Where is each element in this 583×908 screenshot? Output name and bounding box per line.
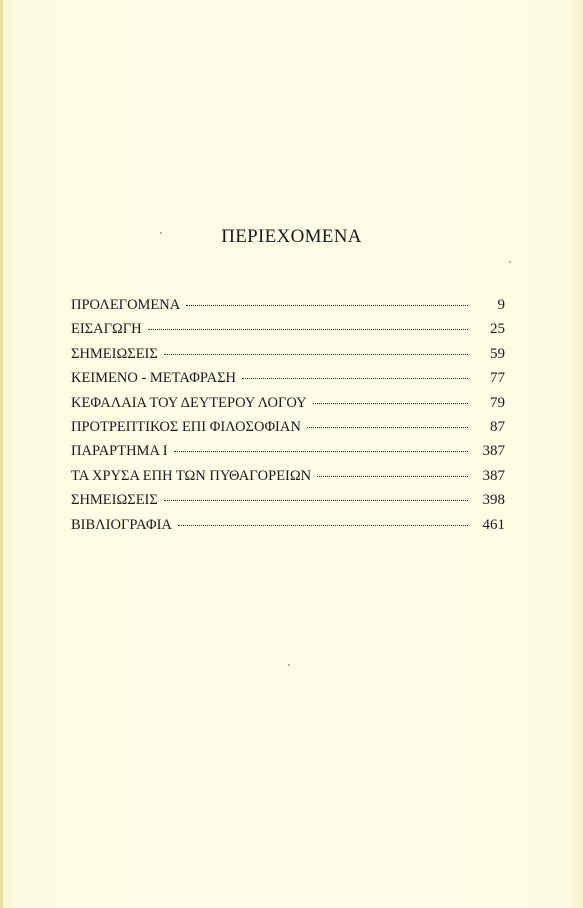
dot-leader (242, 378, 468, 379)
dot-leader (148, 329, 468, 330)
dot-leader (186, 305, 468, 306)
dot-leader (164, 354, 468, 355)
toc-entry-parartima (71, 443, 505, 467)
page-edge (0, 0, 3, 908)
toc-entry-eisagogi (71, 321, 505, 345)
dot-leader (178, 525, 468, 526)
toc-entry-chrysa-epi (71, 468, 505, 492)
toc-entry-title: ΠΑΡΑΡΤΗΜΑ Ι (71, 443, 168, 460)
toc-entry-page: 79 (490, 394, 505, 411)
table-of-contents (71, 297, 505, 541)
dot-leader (174, 451, 468, 452)
toc-entry-title: ΠΡΟΛΕΓΟΜΕΝΑ (71, 297, 181, 313)
toc-entry-title: ΕΙΣΑΓΩΓΗ (71, 321, 142, 338)
toc-entry-page: 77 (490, 370, 505, 387)
toc-entry-title: ΚΕΦΑΛΑΙΑ ΤΟΥ ΔΕΥΤΕΡΟΥ ΛΟΓΟΥ (71, 394, 307, 411)
toc-entry-page: 387 (482, 443, 505, 460)
toc-entry-page: 9 (497, 297, 505, 313)
dot-leader (307, 427, 468, 428)
toc-entry-vivliografia (71, 517, 505, 541)
toc-entry-page: 398 (482, 492, 505, 509)
toc-entry-simeioseis (71, 346, 505, 370)
toc-entry-protreptikos (71, 419, 505, 443)
toc-entry-title: ΚΕΙΜΕΝΟ - ΜΕΤΑΦΡΑΣΗ (71, 370, 236, 387)
toc-entry-kefalaia (71, 395, 505, 419)
scan-speck (160, 232, 162, 234)
toc-entry-keimeno-metafrasi (71, 370, 505, 394)
toc-entry-title: ΤΑ ΧΡΥΣΑ ΕΠΗ ΤΩΝ ΠΥΘΑΓΟΡΕΙΩΝ (71, 467, 312, 484)
dot-leader (317, 476, 468, 477)
toc-entry-page: 461 (482, 516, 505, 533)
toc-entry-title: ΠΡΟΤΡΕΠΤΙΚΟΣ ΕΠΙ ΦΙΛΟΣΟΦΙΑΝ (71, 418, 301, 435)
toc-entry-page: 87 (490, 418, 505, 435)
toc-entry-page: 387 (482, 467, 505, 484)
dot-leader (313, 403, 468, 404)
toc-entry-page: 25 (490, 321, 505, 338)
toc-entry-title: ΣΗΜΕΙΩΣΕΙΣ (71, 492, 158, 509)
toc-entry-title: ΒΙΒΛΙΟΓΡΑΦΙΑ (71, 516, 172, 533)
toc-entry-prolegomena (71, 297, 505, 321)
toc-entry-page: 59 (490, 345, 505, 362)
dot-leader (164, 500, 468, 501)
toc-entry-title: ΣΗΜΕΙΩΣΕΙΣ (71, 345, 158, 362)
scan-speck (288, 664, 290, 666)
page-title: ΠΕΡΙΕΧΟΜΕΝΑ (221, 226, 362, 247)
toc-entry-simeioseis-2 (71, 492, 505, 516)
scan-speck (509, 261, 511, 263)
